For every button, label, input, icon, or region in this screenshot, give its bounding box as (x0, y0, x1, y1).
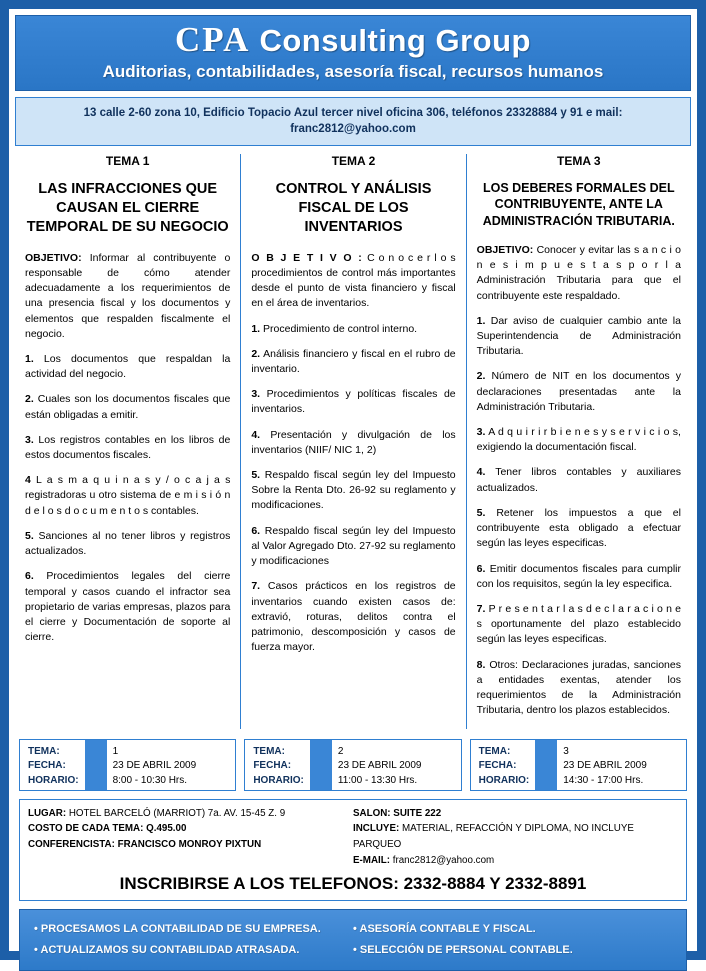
phones-line (28, 874, 678, 896)
info-conferencista (28, 837, 353, 853)
schedule-box-3-fecha: 23 DE ABRIL 2009 (563, 760, 647, 772)
schedule-box-3-horario: 14:30 - 17:00 Hrs. (563, 774, 644, 786)
topic-3-objective-text: Conocer y evitar las s a n c i o n e s i m p u e s t a s p o r l a Administración Tributaria para que el contribuyente este respaldado. (476, 243, 681, 302)
topic-2-item-6-num: 6. (251, 524, 261, 537)
topic-3-objective-label: OBJETIVO: (476, 243, 534, 256)
topic-3-item-7-num: 7. (476, 603, 486, 615)
service-item-4: • SELECCIÓN DE PERSONAL CONTABLE. (353, 944, 573, 957)
topic-1-body (25, 251, 230, 646)
schedule-box-2-fecha: 23 DE ABRIL 2009 (337, 760, 422, 772)
topic-1-item-4-num: 4 (25, 474, 31, 487)
services-footer-right (353, 919, 672, 961)
schedule-box-1-labels (20, 740, 85, 790)
schedule-box-2-values (332, 740, 428, 790)
schedule-box-1-values (107, 740, 203, 790)
schedule-box-2 (244, 739, 461, 791)
topic-3-item-3-num: 3. (476, 426, 486, 439)
topic-2-item-3-num: 3. (251, 388, 261, 401)
topic-1-item-5 (25, 529, 230, 559)
topic-1-item-5-num: 5. (25, 529, 34, 542)
info-salon (353, 806, 678, 822)
topic-2-item-6 (251, 524, 455, 570)
schedule-box-1-tema: 1 (112, 745, 119, 757)
topic-column-2 (240, 154, 465, 728)
schedule-box-2-accent-bar (310, 740, 332, 790)
topic-2-item-4-num: 4. (251, 428, 261, 441)
brand-title (20, 22, 686, 59)
schedule-box-2-tema: 2 (337, 745, 344, 757)
service-item-2: • ACTUALIZAMOS SU CONTABILIDAD ATRASADA. (34, 944, 300, 957)
topic-3-item-6-num: 6. (476, 562, 486, 575)
schedule-box-2-horario: 11:00 - 13:30 Hrs. (337, 774, 418, 786)
schedule-label-tema: TEMA: (478, 745, 511, 757)
topic-1-label: TEMA 1 (105, 154, 150, 169)
brand-title-rest: Consulting Group (250, 23, 531, 58)
topics-columns (15, 154, 691, 728)
topic-3-item-5-num: 5. (476, 506, 486, 519)
schedule-box-1 (19, 739, 236, 791)
topic-2-item-4 (251, 428, 455, 458)
header-banner (15, 15, 691, 91)
topic-2-label: TEMA 2 (331, 154, 376, 169)
topic-2-item-7-num: 7. (251, 580, 261, 593)
topic-2-objective (251, 251, 455, 312)
topic-3-item-4-num: 4. (476, 466, 486, 479)
info-email-value[interactable]: franc2812@yahoo.com (390, 854, 495, 866)
schedule-label-tema: TEMA: (28, 745, 60, 757)
topic-3-item-4 (477, 465, 681, 495)
topic-3-item-1-text: Dar aviso de cualquier cambio ante la Superintendencia de Administración Tributaria. (476, 314, 681, 358)
topic-3-objective (477, 243, 681, 304)
info-costo-value: Q.495.00 (143, 823, 187, 835)
topic-2-title: CONTROL Y ANÁLISIS FISCAL DE LOS INVENTARIOS (275, 181, 432, 235)
info-incluye (353, 821, 678, 852)
schedule-box-2-labels (245, 740, 310, 790)
topic-2-item-2-text: Análisis financiero y fiscal en el rubro de inventario. (251, 347, 456, 375)
phones-value: : 2332-8884 Y 2332-8891 (393, 874, 587, 894)
schedule-row (15, 739, 691, 791)
topic-3-item-5 (477, 506, 681, 552)
topic-2-item-3 (251, 387, 455, 417)
topic-1-item-5-text: Sanciones al no tener libros y registros actualizados. (25, 529, 231, 558)
schedule-box-3 (470, 739, 687, 791)
brand-title-cpa: CPA (175, 20, 251, 59)
topic-1-item-6-num: 6. (25, 570, 34, 583)
topic-1-item-3 (25, 433, 230, 463)
schedule-label-fecha: FECHA: (478, 760, 517, 772)
topic-1-item-6 (25, 569, 230, 645)
topic-2-item-5 (251, 468, 455, 514)
topic-3-item-8-num: 8. (476, 658, 486, 671)
service-item-1: • PROCESAMOS LA CONTABILIDAD DE SU EMPRESA. (34, 923, 321, 936)
topic-1-item-3-text: Los registros contables en los libros de estos documentos fiscales. (25, 433, 231, 462)
schedule-box-1-fecha: 23 DE ABRIL 2009 (112, 760, 197, 772)
topic-1-item-6-text: Procedimientos legales del cierre temporal y casos cuando el infractor sea propietario de varias empresas, plazos para el cierre y Documentación de soporte al cierre. (25, 570, 231, 644)
info-email (353, 853, 678, 869)
schedule-label-fecha: FECHA: (253, 760, 292, 772)
info-conferencista-value: FRANCISCO MONROY PIXTUN (114, 838, 262, 850)
topic-1-item-2-text: Cuales son los documentos fiscales que están obligadas a emitir. (25, 393, 231, 421)
topic-2-item-5-num: 5. (251, 469, 261, 482)
topic-1-item-3-num: 3. (25, 433, 34, 446)
schedule-box-1-horario: 8:00 - 10:30 Hrs. (112, 774, 188, 786)
topic-1-objective (25, 251, 230, 342)
topic-3-item-1-num: 1. (476, 314, 486, 327)
topic-3-item-1 (477, 314, 681, 360)
info-lugar (28, 806, 353, 822)
topic-3-item-2-num: 2. (476, 370, 486, 383)
topic-1-item-1-text: Los documentos que respaldan la actividad del negocio. (25, 352, 231, 381)
phones-label: INSCRIBIRSE A LOS TELEFONOS (119, 874, 394, 894)
topic-3-item-8 (477, 658, 681, 719)
topic-2-objective-label: O B J E T I V O : (251, 251, 364, 264)
topic-2-item-3-text: Procedimientos y políticas fiscales de inventarios. (251, 388, 456, 416)
info-salon-value: SUITE 222 (390, 807, 442, 819)
info-incluye-value: MATERIAL, REFACCIÓN Y DIPLOMA, NO INCLUYE PARQUEO (353, 823, 634, 850)
info-salon-label: SALON: (353, 807, 391, 819)
topic-2-item-1 (251, 322, 455, 337)
topic-2-objective-text: C o n o c e r l o s procedimientos de control más importantes desde el punto de vista financiero y fiscal en el área de inventarios. (251, 251, 456, 310)
topic-3-item-6-text: Emitir documentos fiscales para cumplir con los requisitos, según la ley especifica. (476, 562, 681, 590)
topic-2-item-6-text: Respaldo fiscal según ley del Impuesto al Valor Agregado Dto. 27-92 su reglamento y modificaciones (251, 524, 456, 568)
topic-2-item-7-text: Casos prácticos en los registros de inventarios cuando existen casos de: extravió, roturas, delitos contra el patrimonio, descomposición y casos de fuerza mayor. (251, 580, 456, 654)
topic-3-item-6 (477, 562, 681, 592)
address-banner: 13 calle 2-60 zona 10, Edificio Topacio Azul tercer nivel oficina 306, teléfonos 23328884 y 91 e mail: franc2812@yahoo.com (15, 97, 691, 146)
info-incluye-label: INCLUYE: (353, 823, 400, 835)
schedule-box-3-tema: 3 (563, 745, 569, 757)
schedule-box-3-labels (471, 740, 536, 790)
poster-sheet (8, 8, 698, 957)
topic-2-item-1-text: Procedimiento de control interno. (260, 322, 418, 335)
schedule-label-tema: TEMA: (253, 745, 285, 757)
topic-1-item-1 (25, 352, 230, 382)
topic-3-item-7-text: P r e s e n t a r l a s d e c l a r a c i o n e s oportunamente del plazo establecido según las leyes especificas. (476, 603, 681, 646)
info-lugar-value: HOTEL BARCELÓ (MARRIOT) 7a. AV. 15-45 Z. 9 (66, 807, 286, 819)
topic-1-objective-text: Informar al contribuyente o responsable de cómo atender adecuadamente a los requerimientos de una presencia fiscal y los documentos y elementos que respalden fiscalmente el negocio. (25, 251, 231, 340)
schedule-box-3-accent-bar (535, 740, 557, 790)
topic-3-item-8-text: Otros: Declaraciones juradas, sanciones a entidades exentas, atender los requerimientos de la Administración Tributaria, dentro los plazos establecidos. (476, 658, 681, 717)
topic-3-item-2-text: Número de NIT en los documentos y declaraciones presentadas ante la Administración Tributaria. (476, 370, 681, 413)
topic-2-item-4-text: Presentación y divulgación de los inventarios (NIIF/ NIC 1, 2) (251, 428, 456, 456)
topic-1-title: LAS INFRACCIONES QUE CAUSAN EL CIERRE TEMPORAL DE SU NEGOCIO (26, 181, 229, 235)
topic-3-item-3-text: A d q u i r i r b i e n e s y s e r v i c i o s, exigiendo la documentación fiscal. (476, 426, 681, 454)
topic-column-1 (15, 154, 240, 728)
event-info-right (353, 806, 678, 869)
services-footer (19, 909, 687, 971)
topic-column-3 (466, 154, 691, 728)
topic-2-item-2 (251, 347, 455, 377)
info-lugar-label: LUGAR: (28, 807, 67, 819)
topic-1-objective-label: OBJETIVO: (25, 251, 82, 264)
topic-2-item-7 (251, 579, 455, 655)
schedule-label-horario: HORARIO: (253, 774, 304, 786)
schedule-label-horario: HORARIO: (478, 774, 530, 786)
info-conferencista-label: CONFERENCISTA: (28, 838, 115, 850)
topic-2-item-2-num: 2. (251, 347, 261, 360)
brand-subtitle: Auditorias, contabilidades, asesoría fiscal, recursos humanos (102, 61, 604, 81)
topic-3-item-5-text: Retener los impuestos a que el contribuyente esta obligado a efectuar según las leyes especificas. (476, 506, 681, 550)
topic-2-body (251, 251, 455, 656)
topic-1-item-1-num: 1. (25, 352, 34, 365)
info-email-label: E-MAIL: (353, 854, 391, 866)
schedule-box-1-accent-bar (85, 740, 107, 790)
schedule-box-3-values (557, 740, 653, 790)
topic-3-item-2 (477, 369, 681, 415)
event-info-band (19, 799, 687, 902)
topic-3-item-7 (477, 602, 681, 648)
info-costo-label: COSTO DE CADA TEMA: (28, 823, 144, 835)
topic-2-item-5-text: Respaldo fiscal según ley del Impuesto Sobre la Renta Dto. 26-92 su reglamento y modificaciones. (251, 469, 456, 512)
topic-3-item-4-text: Tener libros contables y auxiliares actualizados. (476, 466, 681, 494)
event-info-grid (28, 806, 678, 869)
topic-1-item-4 (25, 473, 230, 519)
topic-3-label: TEMA 3 (557, 154, 601, 169)
schedule-label-horario: HORARIO: (28, 774, 79, 786)
topic-1-item-2-num: 2. (25, 393, 34, 406)
topic-1-item-2 (25, 392, 230, 422)
topic-2-item-1-num: 1. (251, 322, 261, 335)
schedule-label-fecha: FECHA: (28, 760, 66, 772)
services-footer-left (34, 919, 353, 961)
topic-3-title: LOS DEBERES FORMALES DEL CONTRIBUYENTE, ANTE LA ADMINISTRACIÓN TRIBUTARIA. (482, 181, 675, 228)
event-info-left (28, 806, 353, 869)
service-item-3: • ASESORÍA CONTABLE Y FISCAL. (353, 923, 536, 936)
topic-3-body (477, 243, 681, 719)
topic-3-item-3 (477, 425, 681, 455)
topic-1-item-4-text: L a s m a q u i n a s y / o c a j a s registradoras u otro sistema de e m i s i ó n d e l o s d o c u m e n t o s contables. (25, 474, 231, 517)
info-costo (28, 821, 353, 837)
